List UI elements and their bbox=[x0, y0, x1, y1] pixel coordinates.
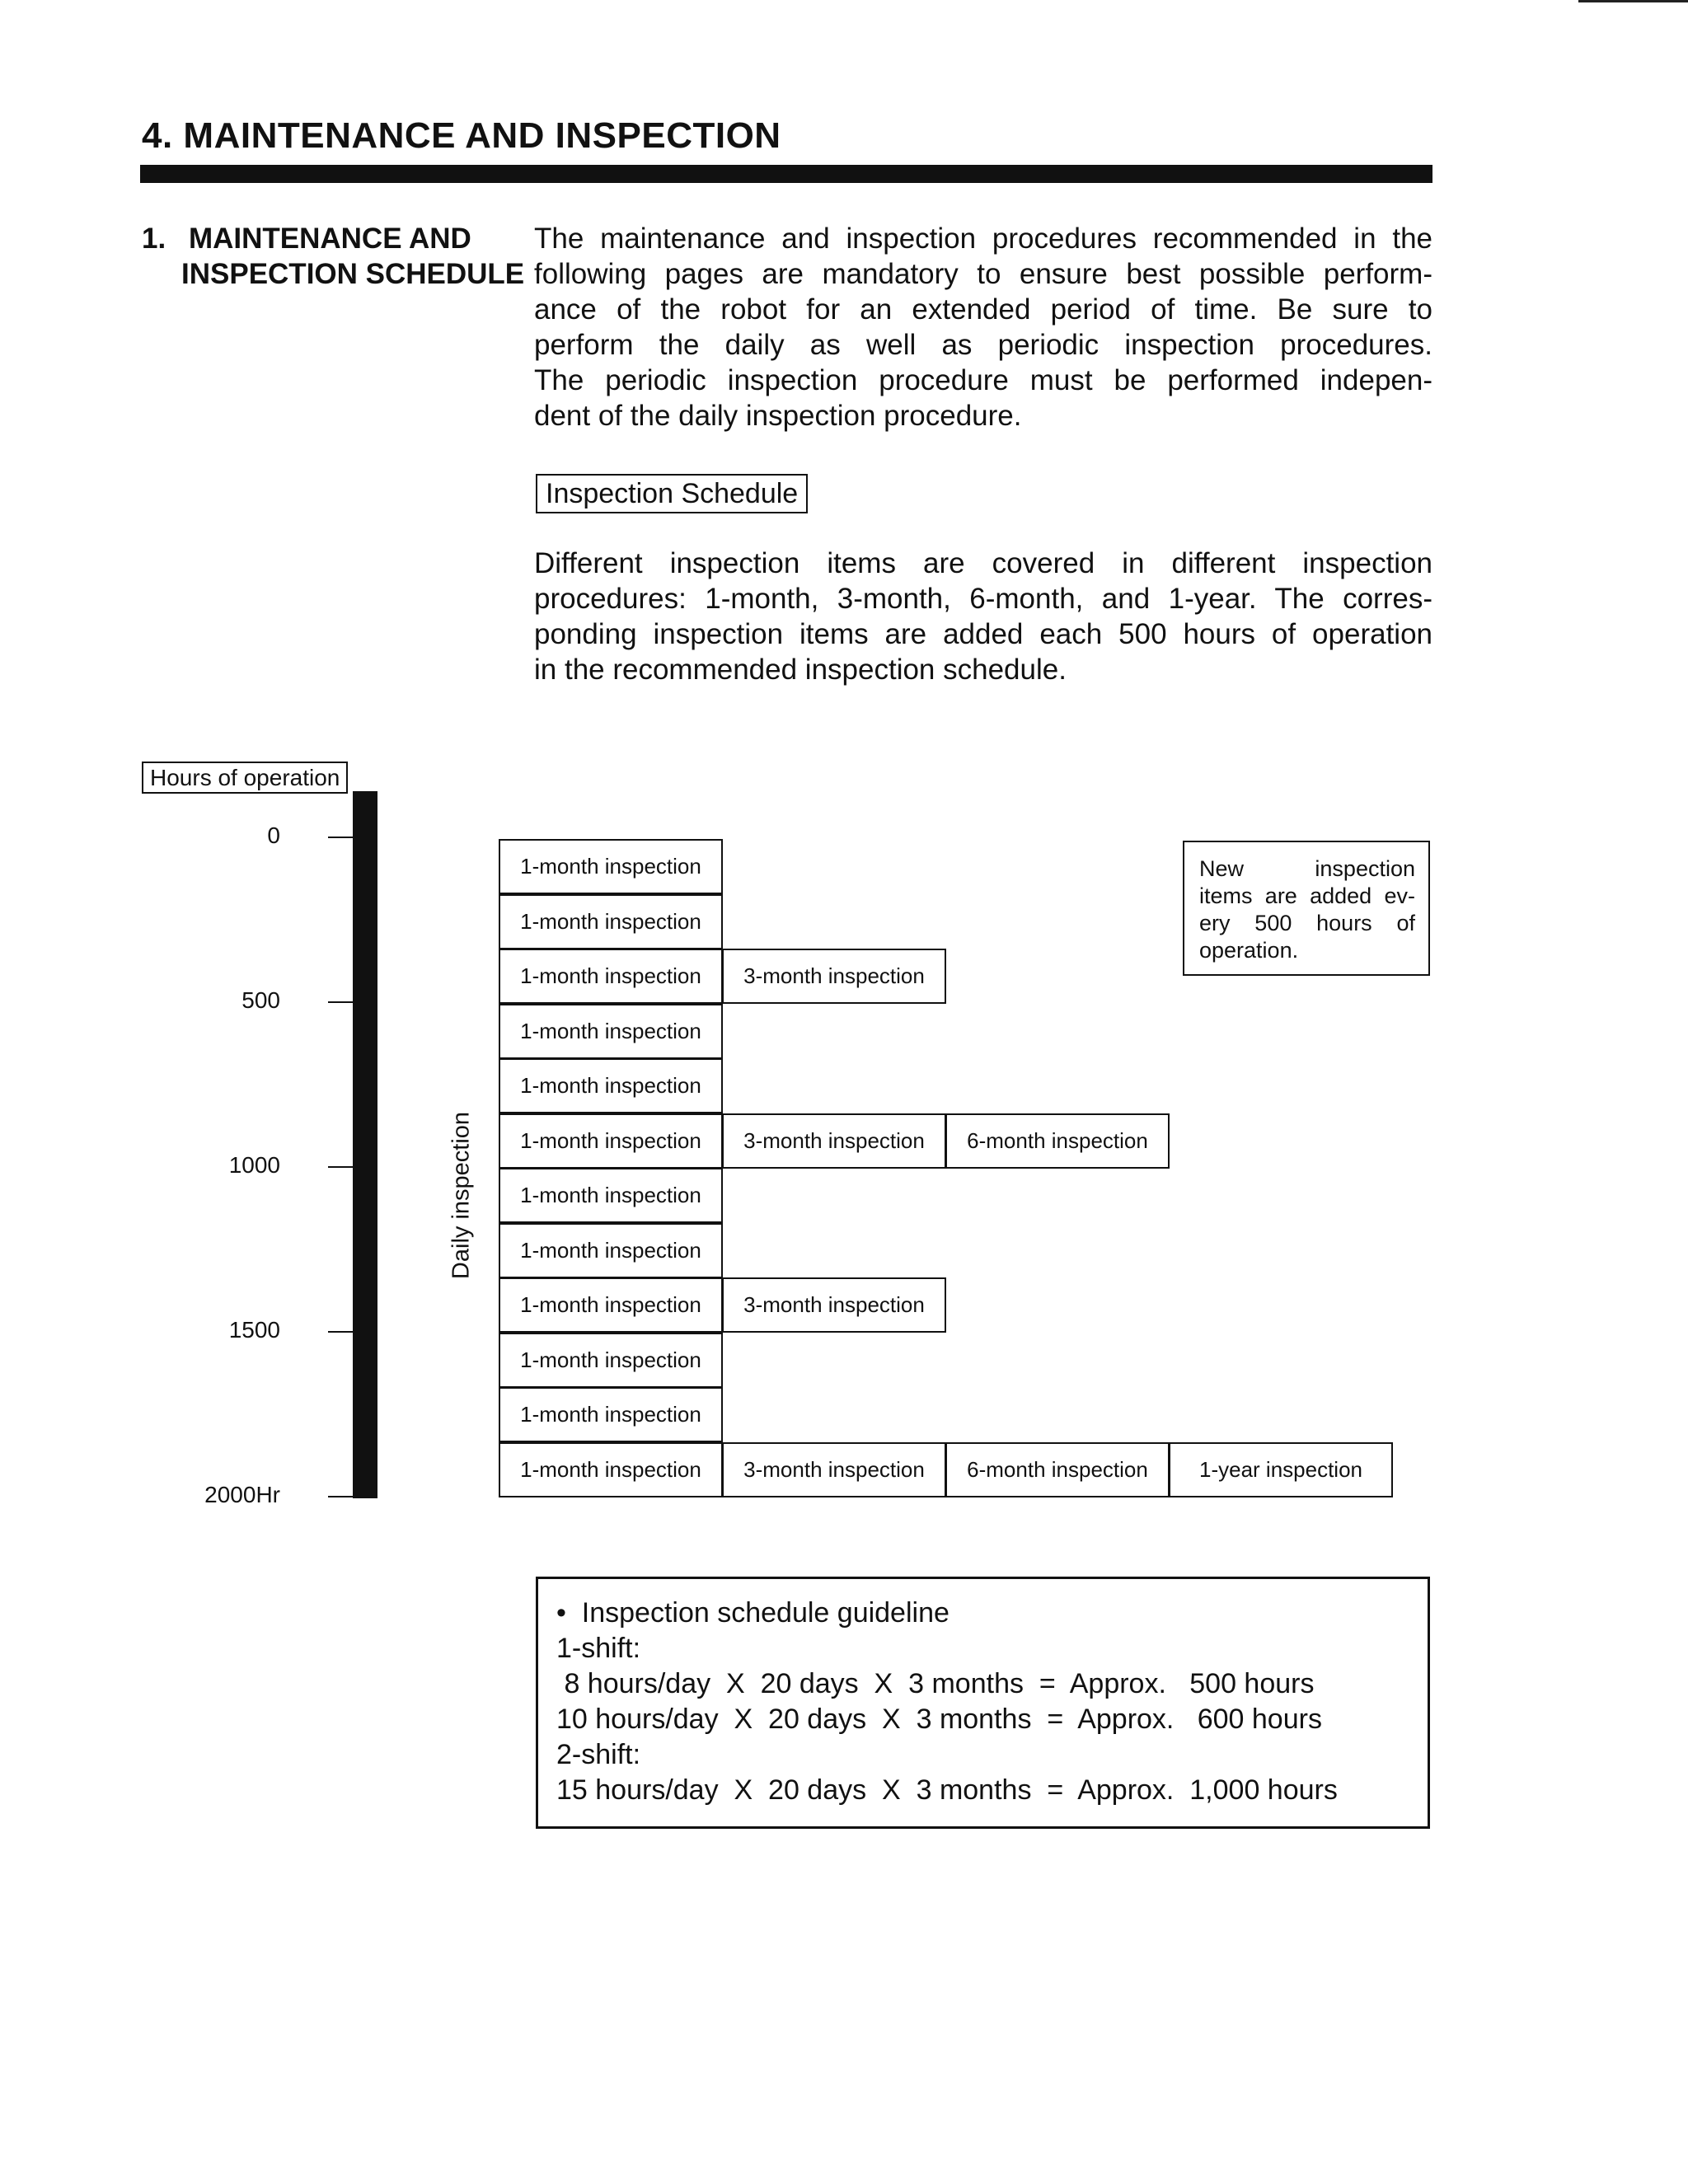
inspection-cell: 3-month inspection bbox=[722, 1442, 946, 1497]
shift1-row: 8 hours/day X 20 days X 3 months = Approx. 500 hours bbox=[556, 1668, 1315, 1699]
inspection-cell: 1-month inspection bbox=[499, 1058, 723, 1113]
shift2-row: 15 hours/day X 20 days X 3 months = Approx. 1,000 hours bbox=[556, 1774, 1338, 1806]
tick-1000 bbox=[328, 1166, 356, 1168]
note-line: operation. bbox=[1199, 938, 1299, 963]
inspection-cell: 1-month inspection bbox=[499, 894, 723, 949]
inspection-cell: 3-month inspection bbox=[722, 1277, 946, 1333]
note-box bbox=[1183, 841, 1430, 976]
intro-line: dent of the daily inspection procedure. bbox=[534, 400, 1022, 432]
inspection-cell: 6-month inspection bbox=[945, 1113, 1170, 1169]
page-heading: 4. MAINTENANCE AND INSPECTION bbox=[142, 115, 781, 156]
schedule-paragraph bbox=[534, 546, 1432, 687]
inspection-cell: 1-month inspection bbox=[499, 949, 723, 1004]
inspection-cell: 3-month inspection bbox=[722, 949, 946, 1004]
schedule-line: in the recommended inspection schedule. bbox=[534, 654, 1067, 686]
section-title-line2: INSPECTION SCHEDULE bbox=[181, 258, 525, 290]
hours-bar bbox=[353, 791, 377, 1498]
guideline-box bbox=[536, 1577, 1430, 1829]
inspection-cell: 1-month inspection bbox=[499, 1387, 723, 1442]
inspection-cell: 1-month inspection bbox=[499, 1333, 723, 1388]
shift1-row: 10 hours/day X 20 days X 3 months = Approx. 600 hours bbox=[556, 1704, 1322, 1735]
tick-label-1500: 1500 bbox=[228, 1317, 280, 1343]
tick-label-2000: 2000Hr bbox=[204, 1482, 280, 1507]
inspection-cell: 1-month inspection bbox=[499, 1004, 723, 1059]
schedule-line: Different inspection items are covered in different inspection bbox=[534, 547, 1432, 579]
note-line: items are added ev- bbox=[1199, 883, 1415, 908]
intro-line: The periodic inspection procedure must be performed indepen- bbox=[534, 364, 1432, 396]
inspection-cell: 1-month inspection bbox=[499, 1113, 723, 1169]
section-title bbox=[142, 221, 524, 292]
tick-500 bbox=[328, 1001, 356, 1003]
tick-2000 bbox=[328, 1496, 356, 1497]
schedule-label: Inspection Schedule bbox=[536, 474, 808, 513]
shift2-label: 2-shift: bbox=[556, 1739, 641, 1770]
inspection-cell: 1-month inspection bbox=[499, 1168, 723, 1223]
tick-label-1000: 1000 bbox=[228, 1152, 280, 1178]
hours-of-operation-label: Hours of operation bbox=[142, 762, 348, 794]
schedule-line: ponding inspection items are added each 500 hours of operation bbox=[534, 618, 1432, 650]
inspection-cell: 1-month inspection bbox=[499, 1223, 723, 1278]
corner-line bbox=[1578, 0, 1688, 2]
tick-label-500: 500 bbox=[241, 987, 280, 1013]
tick-label-0: 0 bbox=[267, 823, 280, 848]
heading-rule bbox=[140, 165, 1432, 183]
guideline-title: • Inspection schedule guideline bbox=[556, 1597, 950, 1629]
daily-inspection-label: Daily inspection bbox=[448, 1111, 475, 1280]
note-line: ery 500 hours of bbox=[1199, 911, 1415, 935]
note-line: New inspection bbox=[1199, 856, 1415, 881]
inspection-cell: 1-year inspection bbox=[1169, 1442, 1393, 1497]
inspection-cell: 1-month inspection bbox=[499, 839, 723, 894]
shift1-label: 1-shift: bbox=[556, 1633, 641, 1664]
intro-line: ance of the robot for an extended period of time. Be sure to bbox=[534, 293, 1432, 326]
tick-1500 bbox=[328, 1331, 356, 1333]
schedule-line: procedures: 1-month, 3-month, 6-month, and 1-year. The corres- bbox=[534, 583, 1432, 615]
inspection-cell: 1-month inspection bbox=[499, 1442, 723, 1497]
inspection-cell: 3-month inspection bbox=[722, 1113, 946, 1169]
inspection-cell: 1-month inspection bbox=[499, 1277, 723, 1333]
intro-line: perform the daily as well as periodic inspection procedures. bbox=[534, 329, 1432, 361]
intro-line: The maintenance and inspection procedures recommended in the bbox=[534, 223, 1432, 255]
inspection-cell: 6-month inspection bbox=[945, 1442, 1170, 1497]
section-title-line1: MAINTENANCE AND bbox=[188, 223, 471, 255]
intro-paragraph bbox=[534, 221, 1432, 434]
tick-0 bbox=[328, 837, 356, 838]
section-number: 1. bbox=[142, 223, 166, 255]
intro-line: following pages are mandatory to ensure best possible perform- bbox=[534, 258, 1432, 290]
